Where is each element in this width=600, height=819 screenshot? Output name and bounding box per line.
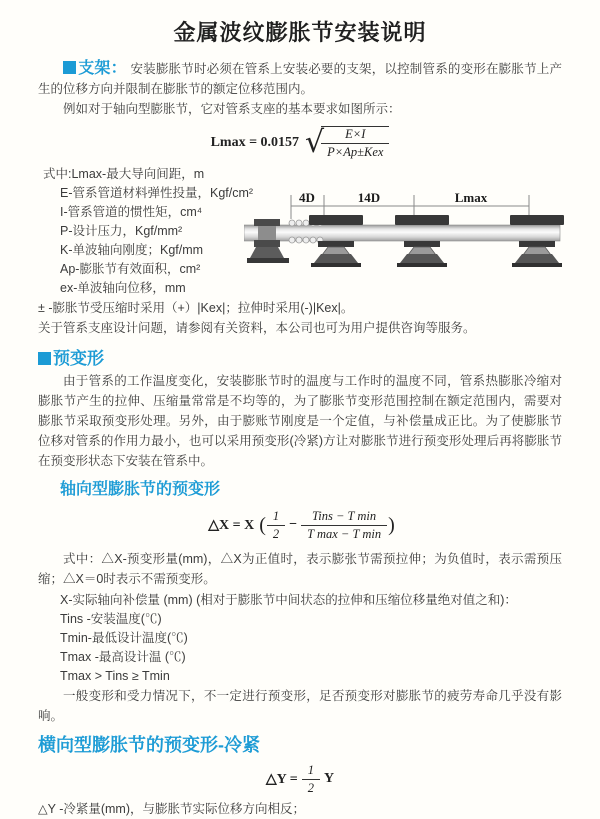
support-service-note: 关于管系支座设计问题，请参阅有关资料，本公司也可为用户提供咨询等服务。 [38,321,476,335]
predeform-paragraph: 由于管系的工作温度变化，安装膨胀节时的温度与工作时的温度不同，管系热膨胀冷缩对膨胀节产生的拉伸、压缩量常常是不均等的，为了膨胀节变形范围控制在额定范围内，需要对膨胀节采取预变形处理。另外，由于膨账节刚度是一个定值，与补偿量成正比。为了使膨胀节位移对管系的作用力最小，也可以采用预变形(冷紧)方让对膨胀节进行预变形处理后再将膨胀节在预变形状态下安装在管系中。 [38,374,562,468]
predeform-heading-label: 预变形 [53,349,104,368]
page-title: 金属波纹膨胀节安装说明 [173,20,427,45]
lateral-formula-rhs: Y [323,771,335,786]
axial-note: 一般变形和受力情况下，不一定进行预变形，足否预变形对膨胀节的疲劳寿命几乎没有影响。 [38,689,562,723]
temp-denominator: T max − T min [307,526,382,541]
blue-square-icon [63,61,76,74]
support-paragraph [38,59,562,99]
variable-line: Ap-膨胀节有效面积，cm² [60,262,201,276]
variable-line: I-管系管道的惯性矩，cm⁴ [60,205,203,219]
dim-label-lmax: Lmax [454,190,488,205]
axial-formula-explanation: 式中：△X-预变形量(mm)，△X为正值时，表示膨张节需预拉伸；为负值时，表示需预压缩；△X＝0时表示不需预变形。 [38,552,562,586]
temperature-fraction [301,509,387,542]
dim-label-14d: 14D [357,190,381,205]
formula-fraction [321,126,389,160]
variable-line: E-管系管道材料弹性投量，Kgf/cm² [60,186,254,200]
lateral-note: △Y -冷紧量(mm)，与膨胀节实际位移方向相反； [38,802,306,816]
formula-denominator: P×Ap±Kex [327,145,384,159]
lateral-section-heading: 横向型膨胀节的预变形-冷紧 [38,735,260,755]
axial-variable-line: Tmax -最高设计温 (℃) [60,650,186,664]
lateral-formula [38,763,562,795]
plusminus-note: ± -膨胀节受压缩时采用（+）|Kex|；拉伸时采用(-)|Kex|。 [38,301,354,315]
pipe-support-diagram [244,188,596,274]
axial-variable-line: X-实际轴向补偿量 (mm) (相对于膨胀节中间状态的拉伸和压缩位移量绝对值之和)： [60,593,517,607]
lmax-formula [38,125,562,161]
support-section-heading: 支架： [78,60,127,77]
minus-operator: − [289,517,298,532]
open-paren: ( [259,513,266,536]
variable-line: P-设计压力，Kgf/mm² [60,224,183,238]
lateral-half-numerator: 1 [302,763,320,780]
variable-line: ex-单波轴向位移，mm [60,281,186,295]
lateral-formula-lhs: △Y = [265,771,298,787]
formula-prefix: Lmax = 0.0157 [210,135,300,150]
support-intro-text: 安装膨胀节时必须在管系上安装必要的支架，以控制管系的变形在膨胀节上产生的位移方向并限制在膨胀节的额定位移范围内。 [38,62,562,96]
half-fraction [267,509,285,542]
half-denominator: 2 [272,526,280,541]
dim-label-4d: 4D [299,190,315,205]
variable-line: 式中:Lmax-最大导向间距，m [43,167,205,181]
sqrt-symbol: √ [305,125,325,160]
blue-square-icon [38,352,51,365]
half-numerator: 1 [267,509,285,526]
pipe-support-diagram-svg [244,188,596,274]
axial-formula-lhs: △X = X [208,517,255,533]
axial-variable-line: Tmin-最低设计温度(℃) [60,631,188,645]
axial-variable-line: Tins -安装温度(℃) [60,612,162,626]
axial-formula [38,505,562,545]
temp-numerator: Tins − T min [301,509,387,526]
axial-variable-line: Tmax > Tins ≥ Tmin [60,669,170,683]
formula-numerator: E×I [321,127,389,144]
axial-variable-definitions [38,591,562,686]
axial-section-heading: 轴向型膨胀节的预变形 [60,481,221,498]
lateral-half-fraction [302,763,320,796]
support-example-line: 例如对于轴向型膨胀节，它对管系支座的基本要求如图所示： [63,102,401,116]
lateral-half-denominator: 2 [307,780,314,795]
variable-line: K-单波轴向刚度；Kgf/mm [60,243,204,257]
close-paren: ) [388,513,395,536]
predeform-section-heading [38,344,562,369]
